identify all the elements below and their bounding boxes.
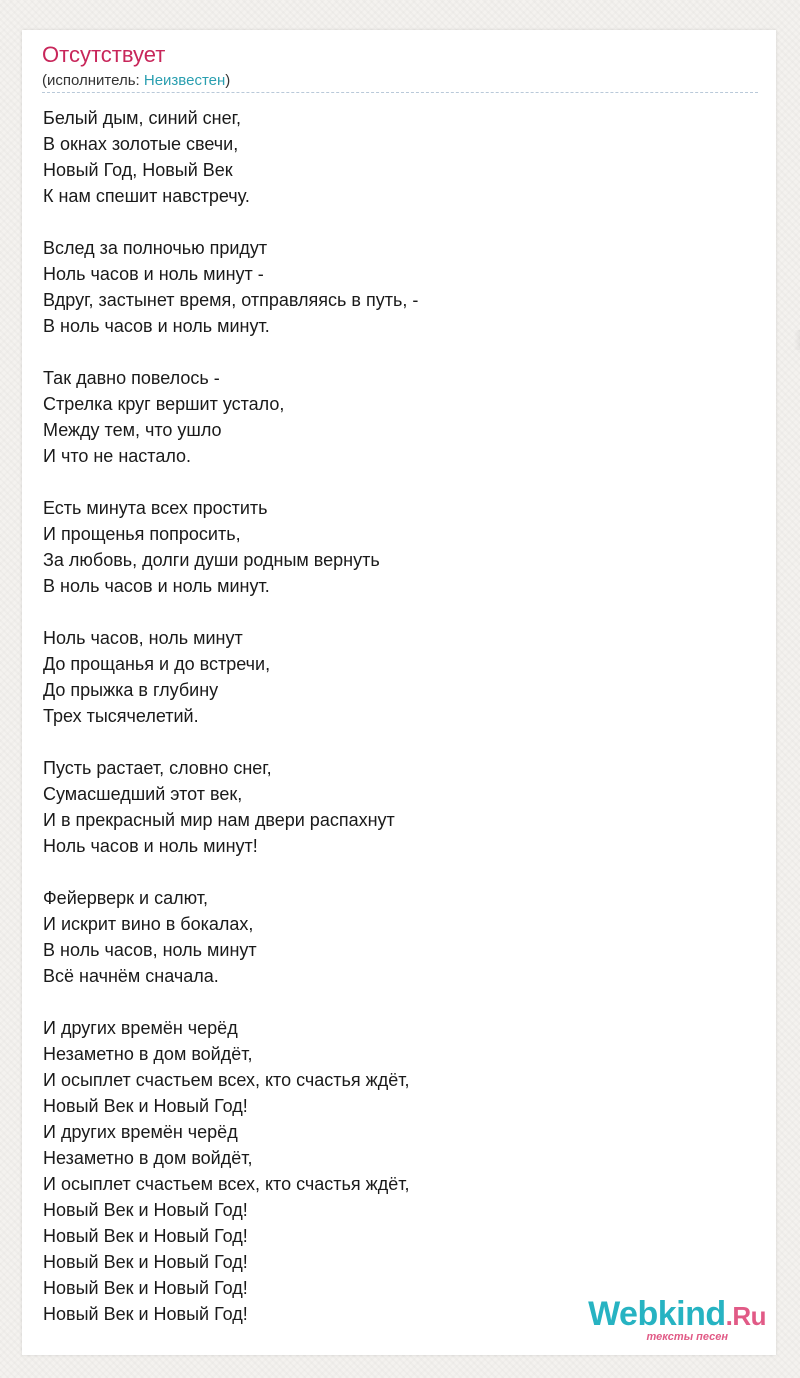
lyric-line: Новый Год, Новый Век [43,160,233,180]
lyric-line: Новый Век и Новый Год! [43,1278,248,1298]
lyric-line: И прощенья попросить, [43,524,241,544]
lyrics-card [22,30,776,1355]
stanza [43,235,418,339]
lyric-line: Новый Век и Новый Год! [43,1096,248,1116]
stanza [43,495,418,599]
lyric-line: Всё начнём сначала. [43,966,219,986]
artist-link[interactable]: Неизвестен [143,72,226,89]
lyric-line: До прощанья и до встречи, [43,654,271,674]
lyric-line: В окнах золотые свечи, [43,134,239,154]
lyric-line: Белый дым, синий снег, [43,108,241,128]
byline-prefix: (исполнитель: [42,72,144,89]
artist-byline [42,72,230,90]
lyric-line: Незаметно в дом войдёт, [43,1044,253,1064]
title-divider [42,92,758,93]
stanza [43,885,418,989]
lyrics-text [43,105,418,1353]
lyric-line: Вдруг, застынет время, отправляясь в путь, - [43,290,419,310]
lyric-line: Так давно повелось - [43,368,220,388]
lyric-line: В ноль часов, ноль минут [43,940,257,960]
lyric-line: За любовь, долги души родным вернуть [43,550,380,570]
lyric-line: Новый Век и Новый Год! [43,1200,248,1220]
lyric-line: Ноль часов и ноль минут! [43,836,258,856]
lyric-line: И искрит вино в бокалах, [43,914,254,934]
lyric-line: И других времён черёд [43,1122,238,1142]
lyric-line: Фейерверк и салют, [43,888,208,908]
lyric-line: И осыплет счастьем всех, кто счастья ждёт, [43,1070,410,1090]
stanza [43,1015,418,1327]
lyric-line: Новый Век и Новый Год! [43,1304,248,1324]
stanza [43,625,418,729]
lyric-line: И осыплет счастьем всех, кто счастья ждёт, [43,1174,410,1194]
logo-tagline: тексты песен [646,1331,728,1343]
lyric-line: Пусть растает, словно снег, [43,758,272,778]
lyric-line: Есть минута всех простить [43,498,268,518]
byline-suffix: ) [225,72,231,89]
lyric-line: В ноль часов и ноль минут. [43,576,270,596]
stanza [43,105,418,209]
lyric-line: Трех тысячелетий. [43,706,199,726]
stanza [43,755,418,859]
site-logo[interactable] [588,1297,766,1343]
lyric-line: Между тем, что ушло [43,420,222,440]
lyric-line: И других времён черёд [43,1018,238,1038]
lyric-line: Ноль часов и ноль минут - [43,264,264,284]
page-edge-decoration [794,330,800,350]
lyric-line: И что не настало. [43,446,192,466]
lyric-line: И в прекрасный мир нам двери распахнут [43,810,395,830]
logo-tld: .Ru [725,1301,766,1331]
lyric-line: Ноль часов, ноль минут [43,628,243,648]
logo-name: Webkind [588,1295,726,1333]
lyric-line: К нам спешит навстречу. [43,186,250,206]
lyric-line: Новый Век и Новый Год! [43,1226,248,1246]
lyric-line: До прыжка в глубину [43,680,219,700]
stanza [43,365,418,469]
lyric-line: Новый Век и Новый Год! [43,1252,248,1272]
lyric-line: Сумасшедший этот век, [43,784,243,804]
lyric-line: Вслед за полночью придут [43,238,268,258]
song-title: Отсутствует [42,42,166,67]
lyric-line: Стрелка круг вершит устало, [43,394,285,414]
lyric-line: В ноль часов и ноль минут. [43,316,270,336]
lyric-line: Незаметно в дом войдёт, [43,1148,253,1168]
